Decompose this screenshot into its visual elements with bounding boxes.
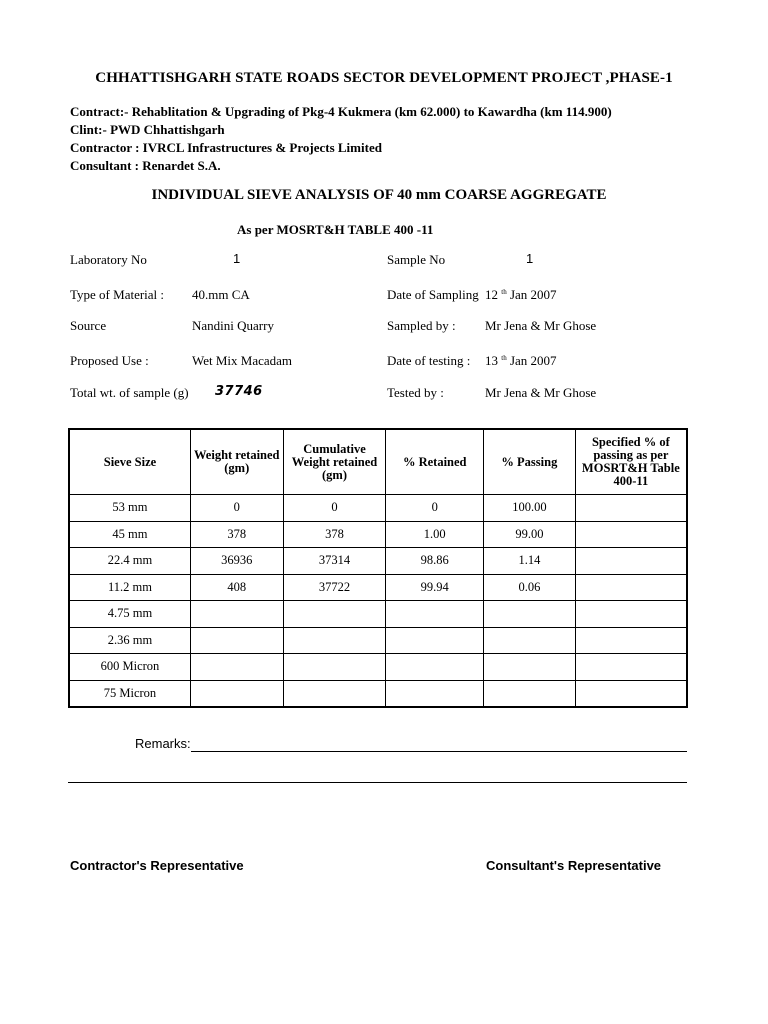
cell-weight-retained	[190, 654, 283, 681]
remarks-label: Remarks:	[135, 736, 191, 751]
cell-sieve-size: 75 Micron	[69, 680, 190, 707]
total-weight-value: 37746	[215, 384, 263, 399]
cell-weight-retained: 0	[190, 495, 283, 522]
sample-no-label: Sample No	[387, 252, 446, 267]
source-label: Source	[70, 318, 107, 333]
tested-by-label: Tested by :	[387, 385, 444, 400]
testing-date-value: 13 $^{th}$ Jan 2007	[485, 353, 557, 368]
cell-specified-passing	[575, 654, 687, 681]
cell-weight-retained	[190, 601, 283, 628]
remarks-line-2	[68, 782, 687, 783]
cell-cumulative-weight	[283, 654, 386, 681]
source-value: Nandini Quarry	[192, 318, 274, 333]
cell-percent-retained: 1.00	[386, 521, 484, 548]
header-cumulative-weight: Cumulative Weight retained (gm)	[283, 429, 386, 495]
sampling-date-label: Date of Sampling	[387, 287, 479, 302]
table-header-row	[69, 429, 687, 495]
cell-percent-passing	[484, 654, 576, 681]
cell-cumulative-weight: 378	[283, 521, 386, 548]
report-title: INDIVIDUAL SIEVE ANALYSIS OF 40 mm COARSE AGGREGATE	[151, 187, 607, 203]
sample-no-value: 1	[526, 251, 534, 266]
cell-weight-retained: 408	[190, 574, 283, 601]
cell-sieve-size: 45 mm	[69, 521, 190, 548]
cell-percent-passing	[484, 601, 576, 628]
table-row	[69, 680, 687, 707]
cell-percent-retained	[386, 654, 484, 681]
project-title: CHHATTISHGARH STATE ROADS SECTOR DEVELOPMENT PROJECT ,PHASE-1	[95, 70, 673, 86]
cell-percent-passing: 0.06	[484, 574, 576, 601]
cell-specified-passing	[575, 574, 687, 601]
material-value: 40.mm CA	[192, 287, 250, 302]
header-weight-retained: Weight retained (gm)	[190, 429, 283, 495]
cell-percent-passing	[484, 680, 576, 707]
specification-reference: As per MOSRT&H TABLE 400 -11	[237, 222, 434, 237]
cell-sieve-size: 11.2 mm	[69, 574, 190, 601]
consultant-representative: Consultant's Representative	[486, 858, 662, 873]
cell-weight-retained	[190, 627, 283, 654]
cell-specified-passing	[575, 601, 687, 628]
proposed-use-value: Wet Mix Macadam	[192, 353, 293, 368]
total-weight-label: Total wt. of sample (g)	[70, 385, 189, 400]
cell-cumulative-weight: 37314	[283, 548, 386, 575]
cell-specified-passing	[575, 680, 687, 707]
cell-percent-passing	[484, 627, 576, 654]
cell-percent-passing: 1.14	[484, 548, 576, 575]
table-row	[69, 495, 687, 522]
header-percent-retained: % Retained	[386, 429, 484, 495]
cell-weight-retained: 36936	[190, 548, 283, 575]
contractor-representative: Contractor's Representative	[70, 858, 244, 873]
cell-specified-passing	[575, 627, 687, 654]
cell-percent-retained: 99.94	[386, 574, 484, 601]
contract-line: Contract:- Rehablitation & Upgrading of Pkg-4 Kukmera (km 62.000) to Kawardha (km 114.900)	[70, 104, 612, 119]
header-sieve-size: Sieve Size	[69, 429, 190, 495]
sampling-date-value: 12 $^{th}$ Jan 2007	[485, 287, 557, 302]
header-percent-passing: % Passing	[484, 429, 576, 495]
cell-sieve-size: 2.36 mm	[69, 627, 190, 654]
cell-specified-passing	[575, 548, 687, 575]
cell-specified-passing	[575, 495, 687, 522]
cell-percent-passing: 100.00	[484, 495, 576, 522]
cell-specified-passing	[575, 521, 687, 548]
cell-percent-retained: 98.86	[386, 548, 484, 575]
lab-no-value: 1	[233, 251, 241, 266]
cell-cumulative-weight	[283, 627, 386, 654]
cell-sieve-size: 600 Micron	[69, 654, 190, 681]
cell-sieve-size: 4.75 mm	[69, 601, 190, 628]
table-row	[69, 574, 687, 601]
header-specified-passing: Specified % of passing as per MOSRT&H Table 400-11	[575, 429, 687, 495]
cell-cumulative-weight: 37722	[283, 574, 386, 601]
cell-sieve-size: 53 mm	[69, 495, 190, 522]
tested-by-value: Mr Jena & Mr Ghose	[485, 385, 597, 400]
cell-cumulative-weight: 0	[283, 495, 386, 522]
cell-percent-passing: 99.00	[484, 521, 576, 548]
cell-cumulative-weight	[283, 680, 386, 707]
sampled-by-value: Mr Jena & Mr Ghose	[485, 318, 597, 333]
cell-percent-retained: 0	[386, 495, 484, 522]
sampled-by-label: Sampled by :	[387, 318, 456, 333]
material-label: Type of Material :	[70, 287, 165, 302]
consultant-line: Consultant : Renardet S.A.	[70, 158, 221, 173]
table-row	[69, 627, 687, 654]
cell-percent-retained	[386, 601, 484, 628]
cell-percent-retained	[386, 680, 484, 707]
cell-percent-retained	[386, 627, 484, 654]
contractor-line: Contractor : IVRCL Infrastructures & Projects Limited	[70, 140, 382, 155]
cell-weight-retained	[190, 680, 283, 707]
remarks-line	[191, 751, 687, 752]
lab-no-label: Laboratory No	[70, 252, 147, 267]
table-row	[69, 521, 687, 548]
client-line: Clint:- PWD Chhattishgarh	[70, 122, 225, 137]
proposed-use-label: Proposed Use :	[70, 353, 149, 368]
table-row	[69, 601, 687, 628]
table-row	[69, 548, 687, 575]
sieve-analysis-table	[68, 428, 688, 708]
cell-weight-retained: 378	[190, 521, 283, 548]
testing-date-label: Date of testing :	[387, 353, 471, 368]
cell-cumulative-weight	[283, 601, 386, 628]
table-row	[69, 654, 687, 681]
cell-sieve-size: 22.4 mm	[69, 548, 190, 575]
